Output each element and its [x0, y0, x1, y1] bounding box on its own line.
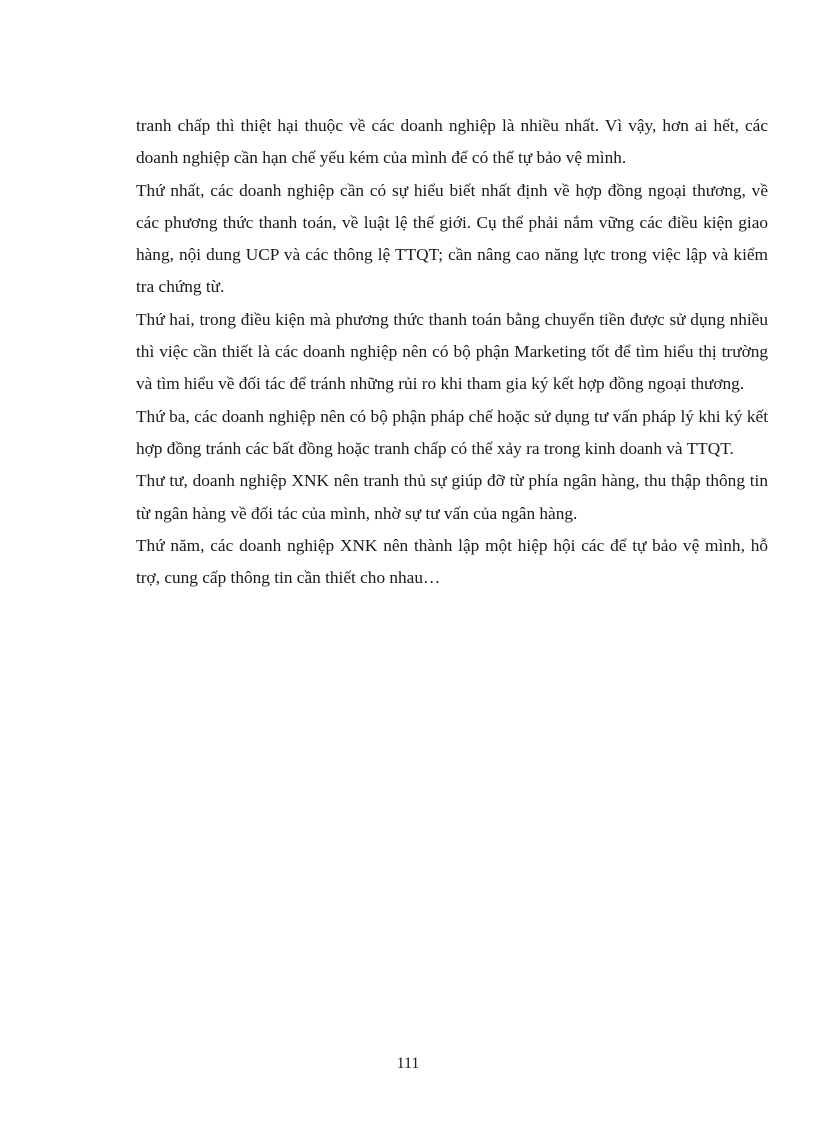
paragraph-fifth: Thứ năm, các doanh nghiệp XNK nên thành lập một hiệp hội các để tự bảo vệ mình, hỗ trợ, cung cấp thông tin cần thiết cho nhau… — [136, 535, 768, 588]
page-number: 111 — [396, 1055, 420, 1072]
paragraph-intro: tranh chấp thì thiệt hại thuộc về các doanh nghiệp là nhiều nhất. Vì vậy, hơn ai hết, các doanh nghiệp cần hạn chế yếu kém của mình để có thể tự bảo vệ mình. — [136, 116, 768, 168]
paragraph-fourth: Thư tư, doanh nghiệp XNK nên tranh thủ sự giúp đỡ từ phía ngân hàng, thu thập thông tin từ ngân hàng về đối tác của mình, nhờ sự tư vấn của ngân hàng. — [136, 471, 768, 523]
paragraph-second: Thứ hai, trong điều kiện mà phương thức thanh toán bằng chuyển tiền được sử dụng nhiều thì việc cần thiết là các doanh nghiệp nên có bộ phận Marketing tốt để tìm hiểu thị trường và tìm hiểu về đối tác để tránh những rủi ro khi tham gia ký kết hợp đồng ngoại thương. — [136, 309, 768, 394]
body-text — [136, 110, 768, 594]
paragraph-first: Thứ nhất, các doanh nghiệp cần có sự hiểu biết nhất định về hợp đồng ngoại thương, về các phương thức thanh toán, về luật lệ thế giới. Cụ thể phải nắm vững các điều kiện giao hàng, nội dung UCP và các thông lệ TTQT; cần nâng cao năng lực trong việc lập và kiểm tra chứng từ. — [136, 180, 768, 297]
paragraph-third: Thứ ba, các doanh nghiệp nên có bộ phận pháp chế hoặc sử dụng tư vấn pháp lý khi ký kết hợp đồng tránh các bất đồng hoặc tranh chấp có thể xảy ra trong kinh doanh và TTQT. — [136, 406, 768, 458]
